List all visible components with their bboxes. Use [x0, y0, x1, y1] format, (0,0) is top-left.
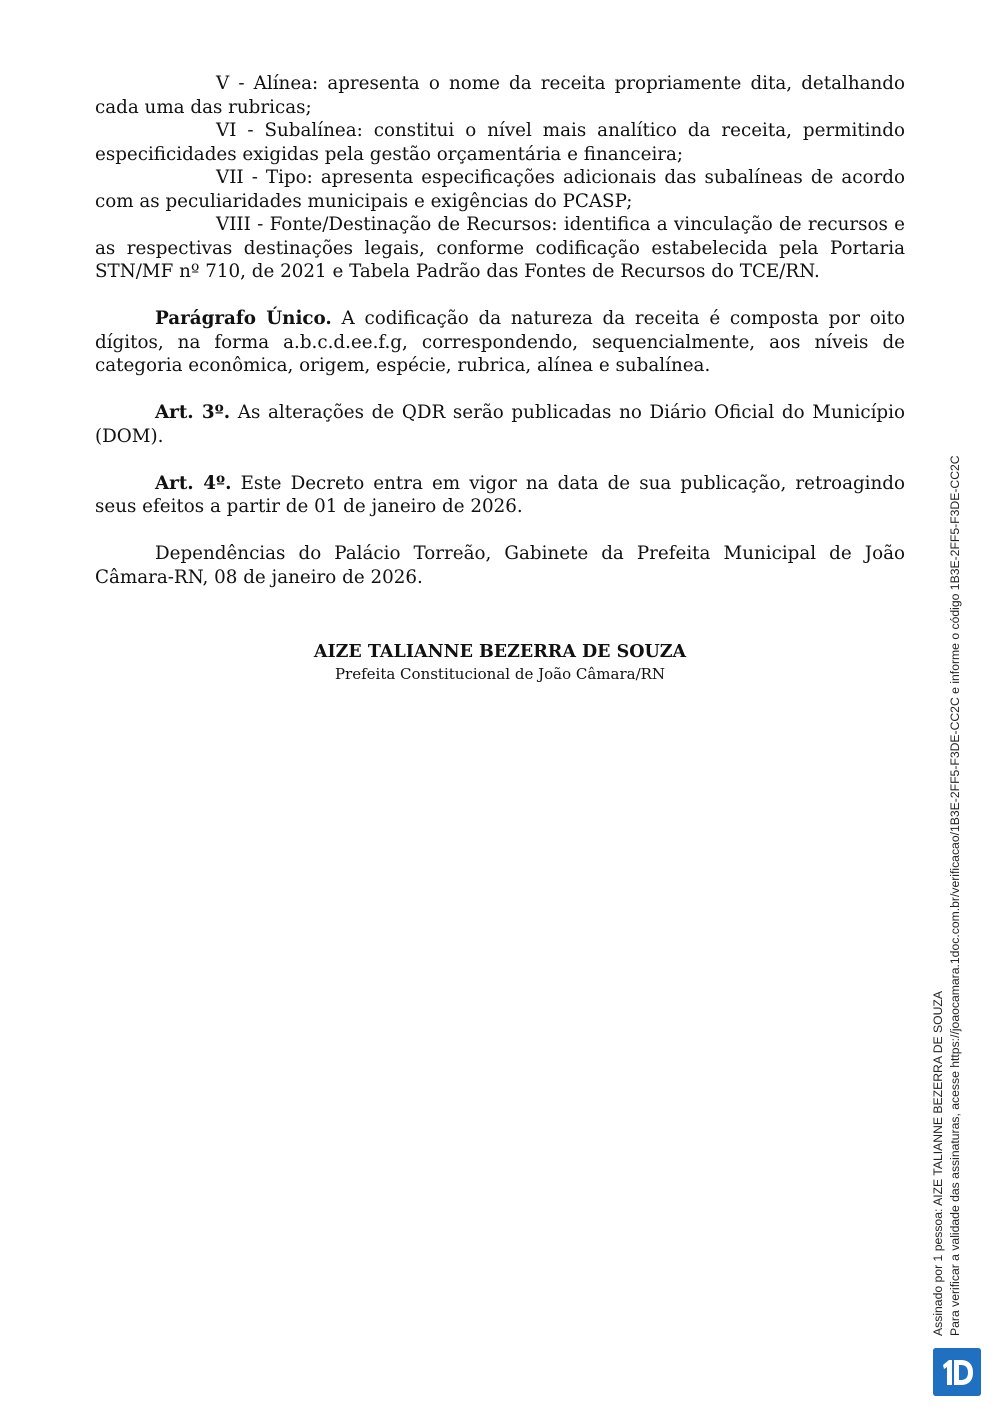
1doc-logo-glyph: [933, 1348, 981, 1396]
signature-verification-stamp: [930, 421, 964, 1336]
signer-role: Prefeita Constitucional de João Câmara/RN: [334, 665, 666, 683]
paragrafo-unico-text: A codificação da natureza da receita é composta por oito dígitos, na forma a.b.c.d.ee.f.g, correspondendo, sequencialmente, aos níveis de categoria econômica, origem, espécie, rubrica, alínea e subalínea.: [95, 308, 906, 376]
inciso-vii: VII - Tipo: apresenta especificações adicionais das subalíneas de acordo com as peculiaridades municipais e exigências do PCASP;: [95, 167, 905, 212]
stamp-signed-by: Assinado por 1 pessoa: AIZE TALIANNE BEZERRA DE SOUZA: [931, 991, 945, 1336]
paragrafo-unico-label: Parágrafo Único.: [155, 308, 332, 329]
art-3-label: Art. 3º.: [155, 402, 231, 423]
art-3-text: As alterações de QDR serão publicadas no Diário Oficial do Município (DOM).: [95, 402, 905, 447]
stamp-verification-link: Para verificar a validade das assinaturas, acesse https://joaocamara.1doc.com.br/verificacao/1B3E-2FF5-F3DE-CC2C e informe o código 1B3E-2FF5-F3DE-CC2C: [948, 455, 962, 1336]
document-body: [95, 72, 905, 589]
art-4: [95, 472, 905, 519]
inciso-viii: VIII - Fonte/Destinação de Recursos: identifica a vinculação de recursos e as respectivas destinações legais, conforme codificação estabelecida pela Portaria STN/MF nº 710, de 2021 e Tabela Padrão das Fontes de Recursos do TCE/RN.: [95, 214, 905, 282]
art-3: [95, 401, 905, 448]
paragrafo-unico: [95, 307, 905, 378]
closing-paragraph: Dependências do Palácio Torreão, Gabinete da Prefeita Municipal de João Câmara-RN, 08 de janeiro de 2026.: [95, 543, 905, 588]
inciso-v: V - Alínea: apresenta o nome da receita propriamente dita, detalhando cada uma das rubricas;: [95, 73, 905, 118]
art-4-text: Este Decreto entra em vigor na data de sua publicação, retroagindo seus efeitos a partir de 01 de janeiro de 2026.: [95, 472, 905, 517]
inciso-vi: VI - Subalínea: constitui o nível mais analítico da receita, permitindo especificidades exigidas pela gestão orçamentária e financeira;: [95, 120, 905, 165]
art-4-label: Art. 4º.: [155, 472, 232, 494]
signer-name: AIZE TALIANNE BEZERRA DE SOUZA: [313, 642, 687, 662]
signature-block: [95, 640, 905, 684]
1doc-logo-icon: [933, 1348, 981, 1396]
